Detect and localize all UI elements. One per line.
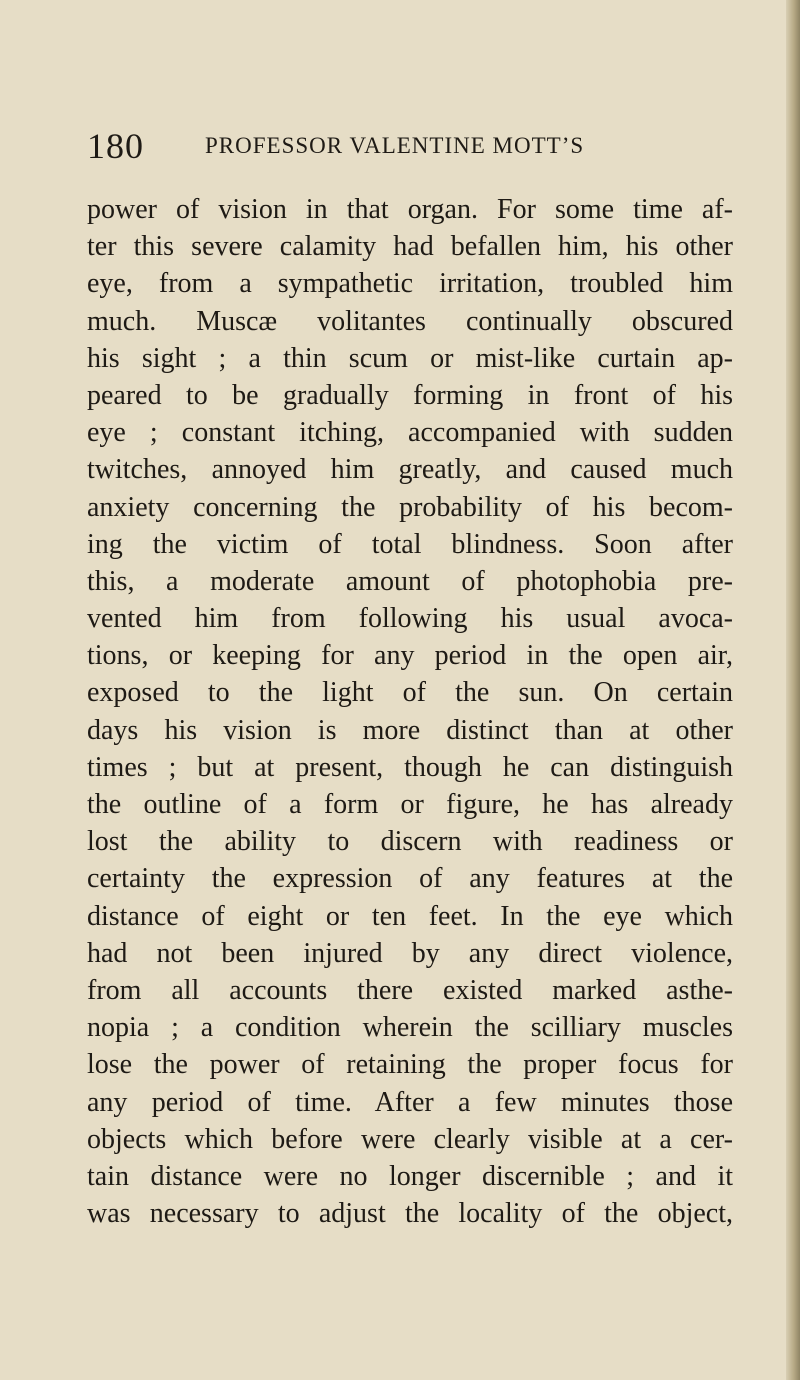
text-line: much. Muscæ volitantes continually obscured: [87, 305, 733, 337]
text-line: ter this severe calamity had befallen him, his other: [87, 231, 733, 263]
text-line: certainty the expression of any features at the: [87, 863, 733, 895]
page-header: [87, 126, 737, 166]
text-line: lost the ability to discern with readiness or: [87, 826, 733, 858]
text-line: ing the victim of total blindness. Soon after: [87, 528, 733, 560]
text-line: eye ; constant itching, accompanied with sudden: [87, 417, 733, 449]
text-line: objects which before were clearly visible at a cer-: [87, 1123, 733, 1155]
text-line: the outline of a form or figure, he has already: [87, 789, 733, 820]
body-text: [87, 191, 733, 1232]
text-line: from all accounts there existed marked asthe-: [87, 974, 733, 1006]
text-line: days his vision is more distinct than at other: [87, 714, 733, 746]
text-line: tain distance were no longer discernible ; and it: [87, 1160, 733, 1192]
running-title: PROFESSOR VALENTINE MOTT’S: [205, 133, 585, 158]
text-line: peared to be gradually forming in front of his: [87, 379, 733, 411]
text-line: twitches, annoyed him greatly, and caused much: [87, 454, 733, 486]
text-line: had not been injured by any direct violence,: [87, 937, 733, 969]
page-number: 180: [87, 126, 144, 166]
text-line: times ; but at present, though he can distinguish: [87, 751, 733, 783]
text-line: vented him from following his usual avoca-: [87, 603, 733, 635]
text-line: eye, from a sympathetic irritation, troubled him: [87, 268, 733, 300]
text-line: any period of time. After a few minutes those: [87, 1086, 733, 1118]
text-line: lose the power of retaining the proper focus for: [87, 1049, 733, 1081]
text-line: distance of eight or ten feet. In the eye which: [87, 900, 733, 932]
text-line: tions, or keeping for any period in the open air,: [87, 640, 733, 672]
text-line: his sight ; a thin scum or mist-like curtain ap-: [87, 342, 733, 374]
text-line: was necessary to adjust the locality of the object,: [87, 1198, 733, 1230]
text-line: power of vision in that organ. For some time af-: [87, 194, 733, 225]
text-line: exposed to the light of the sun. On certain: [87, 677, 733, 709]
text-line: nopia ; a condition wherein the scilliary muscles: [87, 1012, 733, 1044]
text-line: this, a moderate amount of photophobia pre-: [87, 565, 733, 597]
page-edge: [786, 0, 800, 1380]
text-line: anxiety concerning the probability of his becom-: [87, 491, 733, 523]
